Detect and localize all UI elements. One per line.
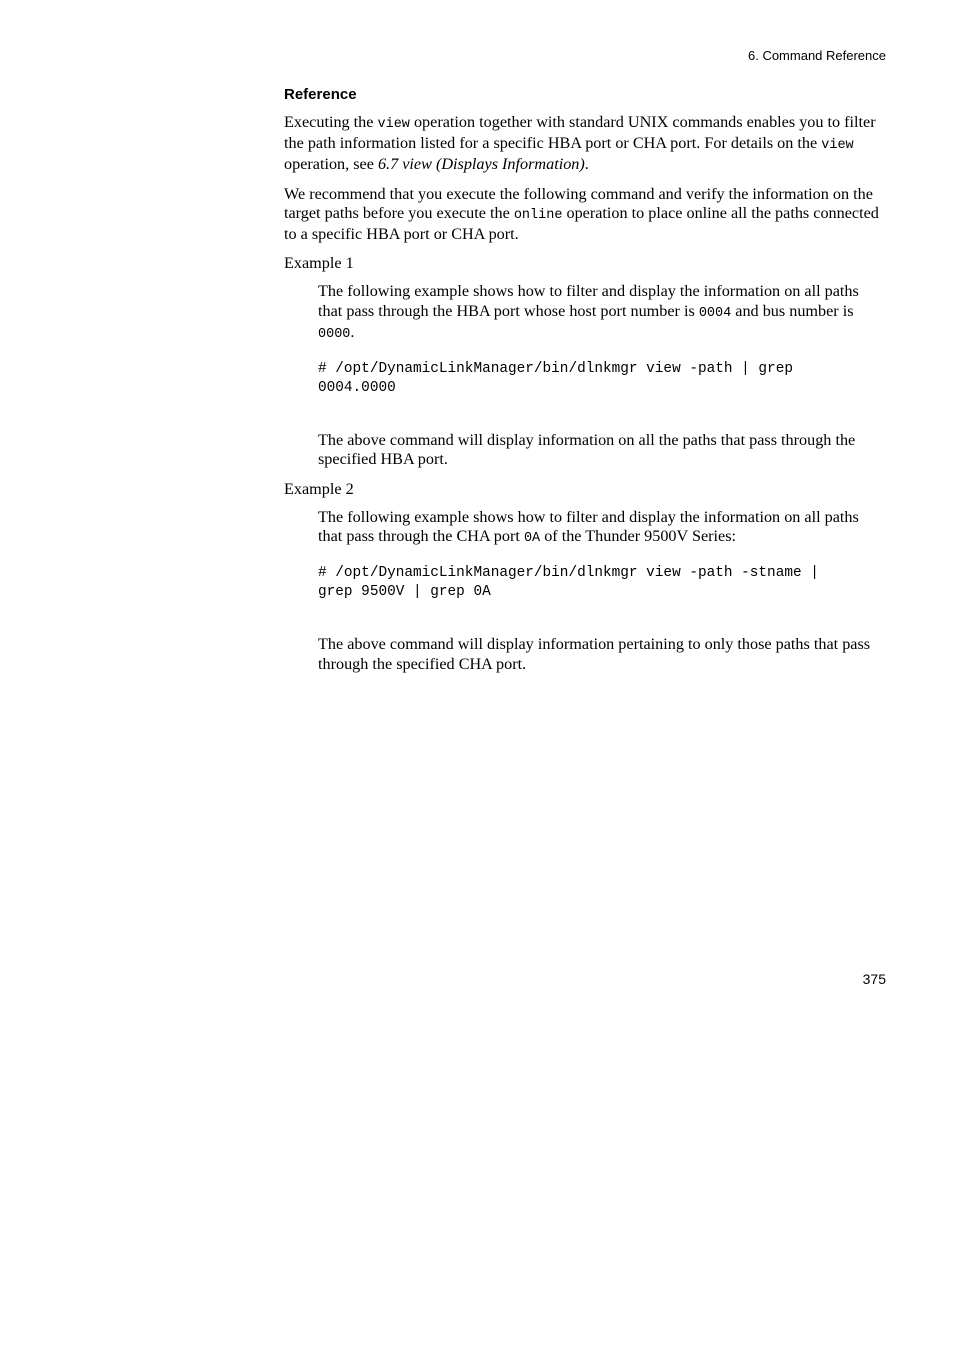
cross-reference-link[interactable]: 6.7 view (Displays Information) — [377, 155, 585, 174]
text-run: operation to place online all the paths connected to a specific HBA port or CHA port. — [284, 203, 879, 244]
reference-paragraph-2 — [284, 185, 886, 245]
example-2-result: The above command will display information pertaining to only those paths that pass through the specified CHA port. — [318, 635, 871, 673]
text-run: . — [350, 322, 355, 341]
text-run: Executing the — [284, 113, 378, 131]
example-1-result: The above command will display information on all the paths that pass through the specified HBA port. — [318, 431, 856, 469]
text-run: operation, see — [284, 155, 378, 174]
example-1-label: Example 1 — [284, 254, 354, 273]
example-2-intro — [318, 508, 886, 548]
running-head: 6. Command Reference — [747, 48, 886, 63]
example-1-command — [318, 360, 886, 397]
inline-code-view: view — [821, 138, 854, 154]
inline-code-view: view — [377, 117, 410, 132]
command-line: # /opt/DynamicLinkManager/bin/dlnkmgr view -path | grep — [318, 361, 793, 378]
section-heading: Reference — [284, 86, 357, 103]
example-2-command — [318, 564, 886, 601]
text-run: of the Thunder 9500V Series: — [540, 527, 737, 546]
command-line: 0004.0000 — [318, 379, 396, 396]
example-1-intro — [318, 282, 886, 344]
inline-code-host-port: 0004 — [698, 305, 732, 321]
text-run: . — [584, 155, 589, 174]
page-content — [284, 85, 886, 684]
example-2-label: Example 2 — [284, 479, 354, 498]
text-run: and bus number is — [731, 301, 854, 320]
example-1-body — [318, 282, 886, 469]
text-run: The following example shows how to filter and display the information on all paths that pass through the HBA port whose host port number is — [318, 282, 859, 320]
page-number: 375 — [862, 971, 886, 987]
reference-paragraph-1 — [284, 113, 886, 175]
command-line: # /opt/DynamicLinkManager/bin/dlnkmgr view -path -stname | — [318, 565, 819, 582]
inline-code-online: online — [513, 207, 563, 223]
text-run: operation together with standard UNIX commands enables you to filter the path information listed for a specific HBA port or CHA port. For details on the — [284, 113, 876, 153]
example-2-body — [318, 508, 886, 674]
text-run: The following example shows how to filter and display the information on all paths that pass through the CHA port — [318, 507, 859, 546]
command-line: grep 9500V | grep 0A — [318, 583, 491, 600]
inline-code-cha-port: 0A — [523, 531, 541, 547]
inline-code-bus-number: 0000 — [318, 326, 351, 342]
text-run: We recommend that you execute the following command and verify the information on the target paths before you execute the — [284, 184, 873, 222]
